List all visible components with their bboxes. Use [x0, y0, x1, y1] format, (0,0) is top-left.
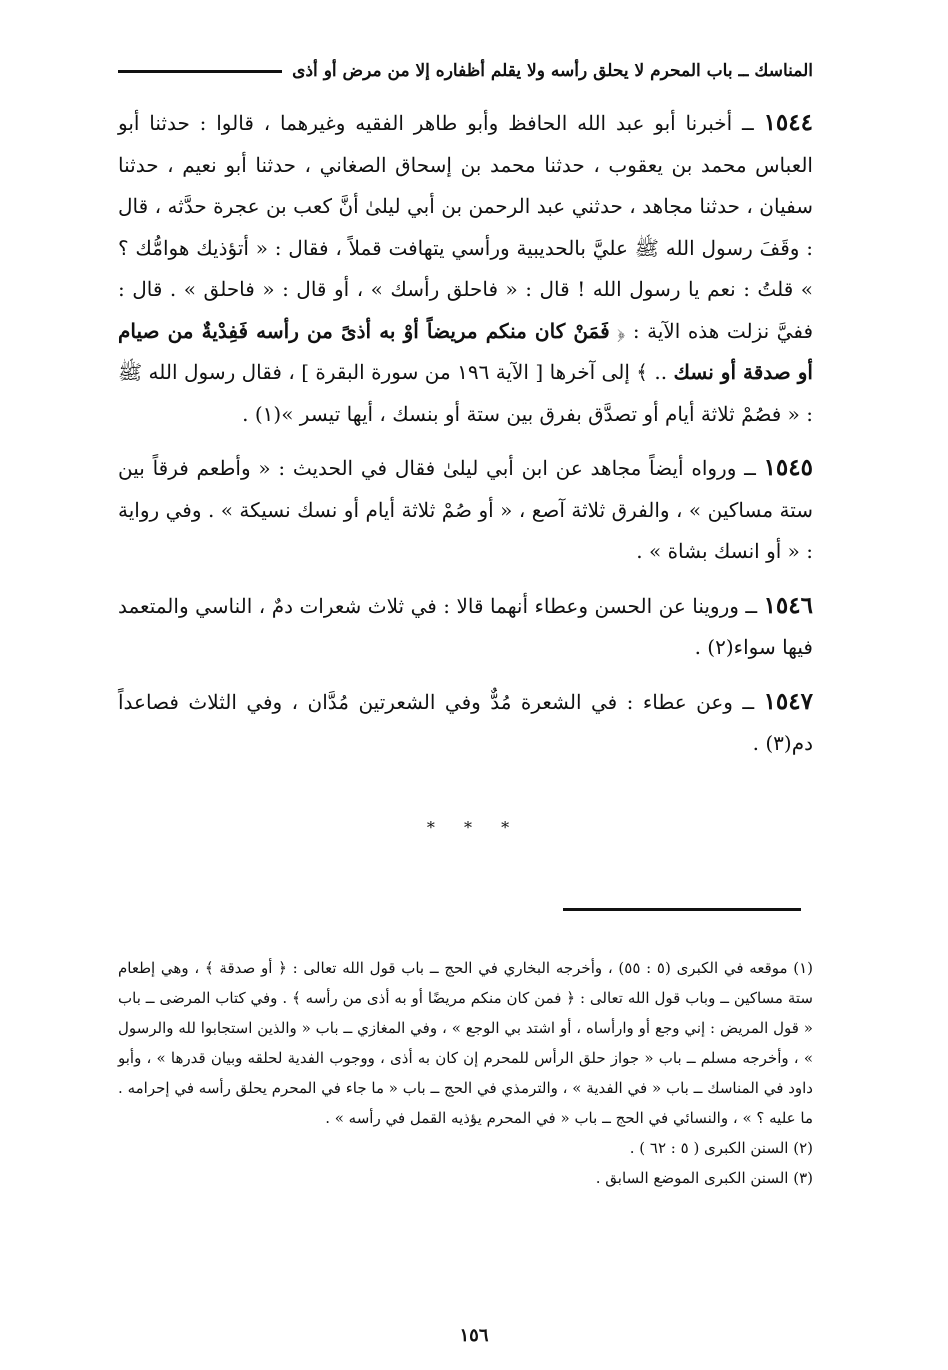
hadith-1544 [118, 102, 813, 435]
footnote-3: (٣) السنن الكبرى الموضع السابق . [595, 1169, 813, 1187]
hadith-text: .. ﴾ إلى آخرها [ الآية ١٩٦ من سورة البقرة ] ، فقال رسول الله ﷺ : « فصُمْ ثلاثة أيام أو تصدَّق بفرق بين ستة أو بنسك ، أيها تيسر »(١) . [118, 360, 813, 426]
hadith-number: ١٥٤٥ [763, 454, 813, 481]
hadith-text: ــ وروينا عن الحسن وعطاء أنهما قالا : في ثلاث شعرات دمٌ ، الناسي والمتعمد فيها سواء(٢) . [118, 593, 813, 659]
running-header [118, 56, 813, 86]
hadith-1546 [118, 585, 813, 669]
hadith-text: ــ أخبرنا أبو عبد الله الحافظ وأبو طاهر الفقيه وغيرهما ، قالوا : حدثنا أبو العباس محمد بن يعقوب ، حدثنا محمد بن إسحاق الصغاني ، حدثنا أبو نعيم ، حدثنا سفيان ، حدثنا مجاهد ، حدثني عبد الرحمن بن أبي ليلىٰ أنَّ كعب بن عجرة حدَّثه ، قال : وقَفَ رسول الله ﷺ عليَّ بالحديبية ورأسي يتهافت قملاً ، فقال : « أتؤذيك هوامُّك ؟ » قلتُ : نعم يا رسول الله ! قال : « فاحلق رأسك » ، أو قال : « فاحلق » . قال : ففيَّ نزلت هذه الآية : ﴿ [118, 111, 814, 343]
main-text [118, 102, 813, 777]
section-separator: * * * [426, 818, 522, 837]
footnotes [118, 953, 813, 1193]
hadith-text: ــ ورواه أيضاً مجاهد عن ابن أبي ليلىٰ فقال في الحديث : « وأطعم فرقاً بين ستة مساكين » ، والفرق ثلاثة آصع ، « أو صُمْ ثلاثة أيام أو نسك نسيكة » . وفي رواية : « أو انسك بشاة » . [118, 456, 813, 563]
quran-verse: فَمَنْ كان منكم مريضاً أوْ به أذىً من رأسه فَفِدْيةٌ من صيام أو صدقة أو نسك [118, 318, 813, 384]
footnote-1: (١) موقعه في الكبرى (٥ : ٥٥) ، وأخرجه البخاري في الحج ــ باب قول الله تعالى : ﴿ أو صدقة ﴾ ، وهي إطعام ستة مساكين ــ وباب قول الله تعالى : ﴿ فمن كان منكم مريضًا أو به أذى من رأسه ﴾ . وفي كتاب المرضى ــ باب « قول المريض : إني وجع أو وارأساه ، أو اشتد بي الوجع » ، وفي المغازي ــ باب « والذين استجابوا لله والرسول » ، وأخرجه مسلم ــ باب « جواز حلق الرأس للمحرم إن كان به أذى ، ووجوب الفدية لحلقه وبيان قدرها » ، وأبو داود في المناسك ــ باب « في الفدية » ، والترمذي في الحج ــ باب « ما جاء في المحرم يحلق رأسه في إحرامه . ما عليه ؟ » ، والنسائي في الحج ــ باب « في المحرم يؤذيه القمل في رأسه » . [118, 959, 814, 1127]
hadith-number: ١٥٤٤ [763, 109, 813, 136]
hadith-text: ــ وعن عطاء : في الشعرة مُدٌّ وفي الشعرتين مُدَّان ، وفي الثلاث فصاعداً دم(٣) . [118, 689, 813, 755]
hadith-number: ١٥٤٦ [763, 591, 813, 619]
footnote-2: (٢) السنن الكبرى ( ٥ : ٦٢ ) . [629, 1139, 813, 1157]
running-header-title: المناسك ــ باب المحرم لا يحلق رأسه ولا يقلم أظفاره إلا من مرض أو أذى [292, 61, 813, 81]
footnote-rule [563, 908, 801, 911]
hadith-1547 [118, 681, 813, 765]
page-number: ١٥٦ [459, 1325, 489, 1346]
hadith-1545 [118, 447, 813, 573]
hadith-number: ١٥٤٧ [763, 687, 813, 715]
header-rule [118, 70, 282, 73]
